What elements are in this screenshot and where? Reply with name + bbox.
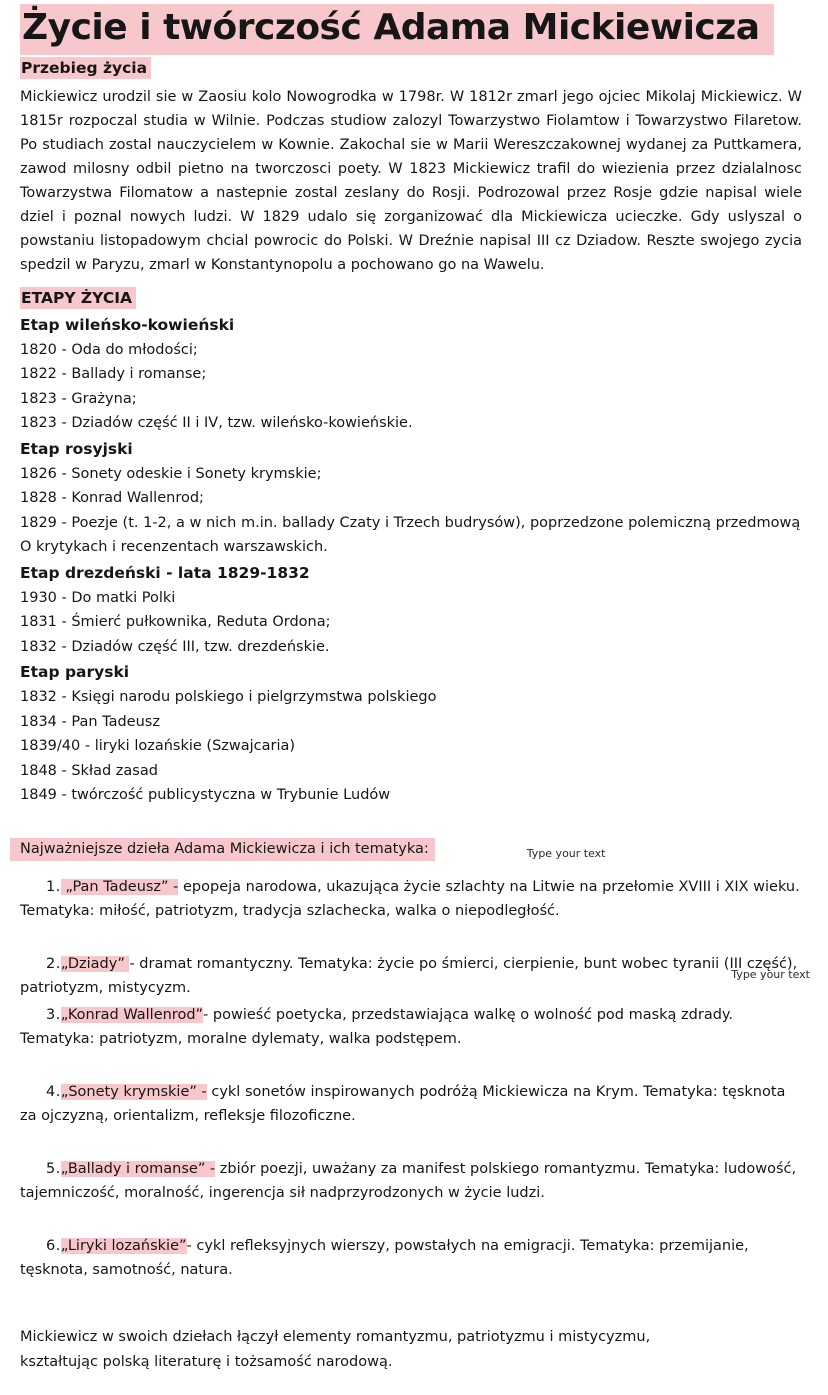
stage-title: Etap wileńsko-kowieński [20, 315, 235, 334]
work-item-description: epopeja narodowa, ukazująca życie szlachty na Litwie na przełomie XVIII i XIX wieku. Tematyka: miłość, patriotyzm, tradycja szlachecka, walka o niepodległość. [20, 878, 800, 920]
stage-line: 1828 - Konrad Wallenrod; [20, 490, 204, 507]
work-item-number: 3. [46, 1006, 61, 1023]
stage-title: Etap paryski [20, 663, 130, 682]
work-title-highlight: „Pan Tadeusz” - [60, 878, 179, 895]
stage-line: 1829 - Poezje (t. 1-2, a w nich m.in. ballady Czaty i Trzech budrysów), poprzedzone polemiczną przedmową O krytykach i recenzentach warszawskich. [20, 514, 801, 556]
stage-line: 1930 - Do matki Polki [20, 589, 176, 606]
stage-group-paryski [20, 660, 808, 808]
stage-line: 1832 - Księgi narodu polskiego i pielgrzymstwa polskiego [20, 689, 437, 706]
work-item-liryki-lozanskie [20, 1234, 802, 1283]
page-title: Życie i twórczość Adama Mickiewicza [20, 4, 774, 55]
works-section [20, 838, 808, 1283]
stage-title: Etap rosyjski [20, 439, 133, 458]
work-item-description: - powieść poetycka, przedstawiająca walkę o wolność pod maską zdrady. Tematyka: patriotyzm, moralne dylematy, walka podstępem. [20, 1006, 734, 1048]
work-item-description: - dramat romantyczny. Tematyka: życie po śmierci, cierpienie, bunt wobec tyranii (III część), patriotyzm, mistycyzm. [20, 955, 798, 997]
biography-heading: Przebieg życia [20, 57, 151, 79]
text-field-placeholder-1[interactable]: Type your text [526, 846, 606, 860]
conclusion-line: Mickiewicz w swoich dziełach łączył elementy romantyzmu, patriotyzmu i mistycyzmu, [20, 1328, 651, 1345]
stage-group-rosyjski [20, 437, 808, 560]
stage-line: 1823 - Dziadów część II i IV, tzw. wileńsko-kowieńskie. [20, 415, 413, 432]
biography-section [20, 55, 808, 277]
work-item-number: 5. [46, 1160, 61, 1177]
work-item-ballady-i-romanse [20, 1157, 802, 1206]
stage-line: 1832 - Dziadów część III, tzw. drezdeńskie. [20, 638, 330, 655]
work-item-number: 4. [46, 1083, 61, 1100]
work-item-description: zbiór poezji, uważany za manifest polskiego romantyzmu. Tematyka: ludowość, tajemniczość, moralność, ingerencja sił nadprzyrodzonych w życie ludzi. [20, 1160, 797, 1202]
work-title-highlight: „Liryki lozańskie” [60, 1237, 187, 1254]
stages-section [20, 285, 808, 808]
stage-line: 1826 - Sonety odeskie i Sonety krymskie; [20, 465, 322, 482]
stages-heading: ETAPY ŻYCIA [20, 287, 136, 309]
stage-title: Etap drezdeński - lata 1829-1832 [20, 563, 310, 582]
stage-line: 1820 - Oda do młodości; [20, 341, 198, 358]
works-heading: Najważniejsze dzieła Adama Mickiewicza i ich tematyka: [10, 838, 435, 861]
document-page [20, 4, 808, 1375]
text-field-placeholder-2[interactable]: Type your text [731, 967, 810, 981]
stage-line: 1823 - Grażyna; [20, 390, 137, 407]
stage-line: 1848 - Skład zasad [20, 762, 158, 779]
stage-line: 1834 - Pan Tadeusz [20, 713, 160, 730]
work-item-description: cykl sonetów inspirowanych podróżą Mickiewicza na Krym. Tematyka: tęsknota za ojczyzną, orientalizm, refleksje filozoficzne. [20, 1083, 786, 1125]
stage-group-drezdenski [20, 561, 808, 660]
stage-line: 1839/40 - liryki lozańskie (Szwajcaria) [20, 738, 296, 755]
work-item-number: 2. [46, 955, 61, 972]
work-item-description: - cykl refleksyjnych wierszy, powstałych na emigracji. Tematyka: przemijanie, tęsknota, samotność, natura. [20, 1237, 749, 1279]
work-item-number: 6. [46, 1237, 61, 1254]
work-title-highlight: „Dziady” [60, 955, 130, 972]
stage-line: 1822 - Ballady i romanse; [20, 366, 207, 383]
work-title-highlight: „Konrad Wallenrod” [60, 1006, 204, 1023]
work-item-sonety-krymskie [20, 1080, 802, 1129]
work-item-konrad-wallenrod [20, 1003, 802, 1052]
stage-line: 1831 - Śmierć pułkownika, Reduta Ordona; [20, 614, 331, 631]
works-heading-row [10, 838, 808, 861]
stage-line: 1849 - twórczość publicystyczna w Trybunie Ludów [20, 787, 391, 804]
biography-paragraph: Mickiewicz urodzil sie w Zaosiu kolo Nowogrodka w 1798r. W 1812r zmarl jego ojciec Mikolaj Mickiewicz. W 1815r rozpoczal studia w Wilnie. Podczas studiow zalozyl Towarzystwo Fiolamtow i Towarzystwo Filaretow. Po studiach zostal nauczycielem w Kownie. Zakochal sie w Marii Wereszczakownej wydanej za Puttkamera, zawod milosny odbil pietno na tworczosci poety. W 1823 Mickiewicz trafil do wiezienia przez dzialalnosc Towarzystwa Filomatow a nastepnie zostal zeslany do Rosji. Podrozowal przez Rosje gdzie napisal wiele dziel i poznal nowych ludzi. W 1829 udalo się zorganizować dla Mickiewicza ucieczke. Gdy uslyszal o powstaniu listopadowym chcial powrocic do Polski. W Dreźnie napisal III cz Dziadow. Reszte swojego zycia spedzil w Paryzu, zmarl w Konstantynopolu a pochowano go na Wawelu. [20, 88, 802, 273]
conclusion-paragraph [20, 1325, 808, 1375]
work-item-dziady [20, 952, 810, 1001]
work-title-highlight: „Sonety krymskie” - [60, 1083, 207, 1100]
work-item-number: 1. [46, 878, 61, 895]
work-title-highlight: „Ballady i romanse” - [60, 1160, 216, 1177]
stage-group-wilensko-kowienski [20, 313, 808, 436]
work-item-pan-tadeusz [20, 875, 802, 924]
conclusion-line: kształtując polską literaturę i tożsamość narodową. [20, 1353, 393, 1370]
